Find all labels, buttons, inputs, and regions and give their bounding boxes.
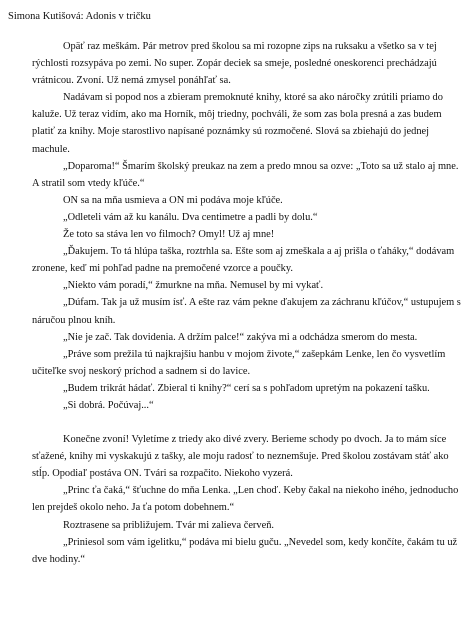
paragraph: Roztrasene sa približujem. Tvár mi zalieva červeň. [63, 519, 274, 531]
paragraph: Opäť raz meškám. Pár metrov pred školou sa mi rozopne zips na ruksaku a všetko sa v tej rýchlosti rozsypáva po zemi. No super. Zopár deciek sa smeje, posledné oneskorenci prechádzajú vrátnicou. Zvoní. Už nemá zmysel ponáhľať sa. [32, 41, 437, 87]
paragraph: „Dúfam. Tak ja už musím ísť. A ešte raz vám pekne ďakujem za záchranu kľúčov,“ ustupujem s náručou plnou kníh. [32, 297, 461, 326]
paragraph: „Princ ťa čaká,“ šťuchne do mňa Lenka. „Len choď. Keby čakal na niekoho iného, jednoducho len prejdeš okolo neho. Ja ťa potom dobehnem.“ [32, 485, 459, 514]
paragraph: „Nie je zač. Tak dovidenia. A držím palce!“ zakýva mi a odchádza smerom do mesta. [63, 331, 418, 343]
paragraph: ON sa na mňa usmieva a ON mi podáva moje kľúče. [63, 194, 283, 206]
paragraph: Že toto sa stáva len vo filmoch? Omyl! Už aj mne! [63, 229, 275, 241]
paragraph: „Doparoma!“ Šmarím školský preukaz na zem a predo mnou sa ozve: „Toto sa už stalo aj mne. A stratil som vtedy kľúče.“ [32, 160, 459, 189]
paragraph: „Práve som prežila tú najkrajšiu hanbu v mojom živote,“ zašepkám Lenke, len čo vysvetlím učiteľke svoj neskorý príchod a sadnem si do lavice. [32, 348, 446, 377]
document-header: Simona Kutišová: Adonis v tričku [8, 11, 151, 22]
paragraph: Konečne zvoní! Vyletíme z triedy ako divé zvery. Berieme schody po dvoch. Ja to mám síce sťažené, knihy mi vyskakujú z tašky, ale moju radosť to neznemšuje. Pred školou zostávam stáť ako stĺp. Opodiaľ postáva ON. Tvári sa rozpačito. Niekoho vyzerá. [32, 434, 449, 480]
document-body [32, 38, 464, 568]
paragraph: „Niekto vám poradí,“ žmurkne na mňa. Nemusel by mi vykať. [63, 280, 324, 292]
paragraph: „Priniesol som vám igelitku,“ podáva mi bielu guču. „Nevedel som, kedy končíte, čakám tu už dve hodiny.“ [32, 536, 458, 565]
paragraph: „Budem trikrát hádať. Zbieral ti knihy?“ cerí sa s pohľadom upretým na pokazení tašku. [63, 382, 430, 394]
paragraph: „Odleteli vám až ku kanálu. Dva centimetre a padli by dolu.“ [63, 211, 318, 223]
paragraph: „Ďakujem. To tá hlúpa taška, roztrhla sa. Ešte som aj zmeškala a aj prišla o ťaháky,“ dodávam zronene, keď mi pohľad padne na premočené vzorce a poučky. [32, 246, 455, 275]
paragraph: Nadávam si popod nos a zbieram premoknuté knihy, ktoré sa ako náročky zrútili priamo do kaluže. Už teraz vidím, ako ma Horník, môj triedny, pochváli, že som zas bola presná a zas budem platiť za knihy. Moje starostlivo napísané poznámky sú rozmočené. Slová sa zbiehajú do jednej machule. [32, 92, 443, 155]
paragraph: „Si dobrá. Počúvaj...“ [63, 399, 154, 411]
